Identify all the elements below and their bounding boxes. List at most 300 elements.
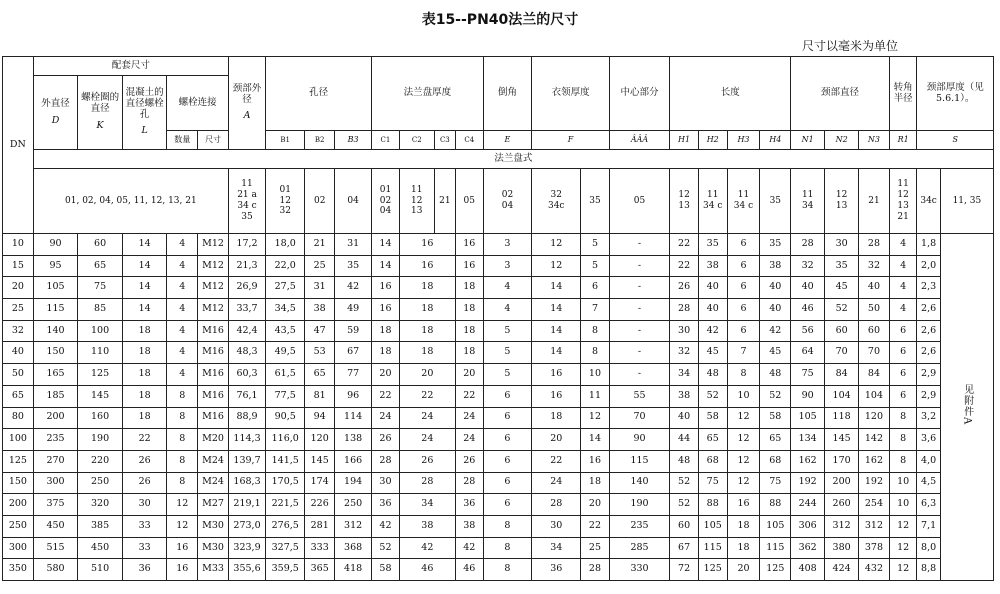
table-cell: 165 xyxy=(33,364,78,386)
header-collar-sym: F xyxy=(532,131,609,150)
table-cell: 18 xyxy=(372,320,400,342)
table-cell: 20 xyxy=(532,429,581,451)
table-cell: 200 xyxy=(3,494,34,516)
table-cell: 46 xyxy=(791,299,825,321)
table-cell: 18 xyxy=(122,364,167,386)
header-fillet: 转角半径 xyxy=(889,57,917,131)
table-cell: 6 xyxy=(727,234,760,256)
header-mating: 配套尺寸 xyxy=(33,57,228,76)
table-cell: 281 xyxy=(305,515,335,537)
table-cell: 312 xyxy=(859,515,890,537)
table-cell: 3 xyxy=(483,234,532,256)
table-cell: 418 xyxy=(335,559,372,581)
page-title: 表15--PN40法兰的尺寸 xyxy=(421,12,579,28)
table-cell: 100 xyxy=(3,429,34,451)
table-cell: 2,9 xyxy=(917,364,940,386)
header-c2: C2 xyxy=(399,131,434,150)
table-cell: 61,5 xyxy=(266,364,305,386)
table-cell: 18 xyxy=(399,342,455,364)
table-cell: 16 xyxy=(727,494,760,516)
table-cell: 52 xyxy=(372,537,400,559)
type-code-line: 13 xyxy=(411,206,423,217)
table-cell: 3 xyxy=(483,255,532,277)
table-cell: M30 xyxy=(198,537,229,559)
type-code-e xyxy=(483,169,532,234)
table-cell: 24 xyxy=(532,472,581,494)
type-code-h3 xyxy=(727,169,760,234)
table-cell: 53 xyxy=(305,342,335,364)
table-cell: 190 xyxy=(609,494,669,516)
table-row xyxy=(3,515,994,537)
table-cell: 4 xyxy=(167,234,198,256)
table-cell: 38 xyxy=(698,255,727,277)
table-cell: 5 xyxy=(483,320,532,342)
table-cell: 70 xyxy=(859,342,890,364)
table-cell: 14 xyxy=(372,255,400,277)
table-cell: 12 xyxy=(889,515,917,537)
table-cell: 6,3 xyxy=(917,494,940,516)
table-cell: 20 xyxy=(399,364,455,386)
table-cell: 190 xyxy=(78,429,123,451)
table-cell: 49,5 xyxy=(266,342,305,364)
table-cell: 22 xyxy=(455,385,483,407)
table-cell: 375 xyxy=(33,494,78,516)
table-cell: M16 xyxy=(198,407,229,429)
type-code-line: 01 xyxy=(279,184,291,195)
table-cell: 11 xyxy=(581,385,610,407)
table-cell: 160 xyxy=(78,407,123,429)
table-cell: - xyxy=(609,234,669,256)
table-cell: 6 xyxy=(483,385,532,407)
table-cell: 12 xyxy=(727,450,760,472)
type-codes-row xyxy=(3,169,994,234)
table-cell: 244 xyxy=(791,494,825,516)
table-cell: 18 xyxy=(727,537,760,559)
table-cell: 6 xyxy=(727,320,760,342)
table-cell: 14 xyxy=(122,299,167,321)
table-cell: 6 xyxy=(581,277,610,299)
table-cell: 4 xyxy=(483,299,532,321)
table-cell: 30 xyxy=(670,320,699,342)
header-size: 尺寸 xyxy=(198,131,229,150)
table-cell: 12 xyxy=(532,255,581,277)
table-cell: 424 xyxy=(825,559,859,581)
table-cell: 35 xyxy=(825,255,859,277)
table-cell: 47 xyxy=(305,320,335,342)
table-cell: 14 xyxy=(532,299,581,321)
table-cell: 14 xyxy=(532,320,581,342)
table-cell: 18 xyxy=(455,299,483,321)
table-cell: 90 xyxy=(33,234,78,256)
header-neck-od xyxy=(228,57,265,150)
unit-note: 尺寸以毫米为单位 xyxy=(801,39,898,53)
type-code-n2 xyxy=(825,169,859,234)
table-cell: 90,5 xyxy=(266,407,305,429)
table-cell: 24 xyxy=(455,407,483,429)
header-concrete-hole-label: 混凝土的直径螺栓孔 xyxy=(125,86,164,120)
table-cell: 6 xyxy=(889,320,917,342)
table-cell: 42 xyxy=(455,537,483,559)
table-cell: 327,5 xyxy=(266,537,305,559)
table-cell: 26 xyxy=(122,450,167,472)
table-cell: 31 xyxy=(335,234,372,256)
type-code-line: 34c xyxy=(547,201,565,211)
type-code-line: 34 xyxy=(801,201,814,211)
table-cell: 362 xyxy=(791,537,825,559)
table-cell: M12 xyxy=(198,234,229,256)
table-cell: 142 xyxy=(859,429,890,451)
table-row xyxy=(3,385,994,407)
table-cell: 7 xyxy=(727,342,760,364)
table-cell: 10 xyxy=(3,234,34,256)
table-cell: 235 xyxy=(33,429,78,451)
type-code-h2 xyxy=(698,169,727,234)
table-cell: 355,6 xyxy=(228,559,265,581)
table-cell: 75 xyxy=(78,277,123,299)
table-cell: 28 xyxy=(372,450,400,472)
table-cell: 6 xyxy=(483,429,532,451)
table-cell: 100 xyxy=(78,320,123,342)
table-cell: 115 xyxy=(698,537,727,559)
table-cell: 65 xyxy=(3,385,34,407)
type-code-r1 xyxy=(889,169,917,234)
table-cell: 125 xyxy=(698,559,727,581)
table-cell: 6 xyxy=(727,277,760,299)
table-cell: 34 xyxy=(399,494,455,516)
table-body xyxy=(3,57,994,581)
table-cell: 515 xyxy=(33,537,78,559)
table-cell: 368 xyxy=(335,537,372,559)
table-cell: 220 xyxy=(78,450,123,472)
table-cell: 162 xyxy=(859,450,890,472)
header-bore: 孔径 xyxy=(266,57,372,131)
table-cell: 32 xyxy=(3,320,34,342)
table-cell: 110 xyxy=(78,342,123,364)
table-cell: 10 xyxy=(889,472,917,494)
table-cell: 70 xyxy=(609,407,669,429)
table-row xyxy=(3,320,994,342)
table-cell: 6 xyxy=(727,255,760,277)
table-cell: 166 xyxy=(335,450,372,472)
table-cell: 38 xyxy=(670,385,699,407)
table-cell: 45 xyxy=(698,342,727,364)
type-code-mating: 01, 02, 04, 05, 11, 12, 13, 21 xyxy=(33,169,228,234)
table-cell: 6 xyxy=(889,364,917,386)
table-cell: 5 xyxy=(483,342,532,364)
type-code-line: 13 xyxy=(835,201,848,211)
table-cell: 134 xyxy=(791,429,825,451)
header-outer-dia-sym: D xyxy=(51,114,60,126)
table-cell: - xyxy=(609,277,669,299)
type-code-b3: 04 xyxy=(335,169,372,234)
table-cell: 192 xyxy=(791,472,825,494)
table-cell: 125 xyxy=(78,364,123,386)
table-cell: 48 xyxy=(698,364,727,386)
table-cell: 226 xyxy=(305,494,335,516)
table-cell: 116,0 xyxy=(266,429,305,451)
table-cell: 8 xyxy=(167,429,198,451)
table-cell: 48 xyxy=(760,364,791,386)
table-cell: - xyxy=(609,320,669,342)
table-cell: 192 xyxy=(859,472,890,494)
table-cell: 85 xyxy=(78,299,123,321)
type-code-line: 12 xyxy=(897,190,909,201)
table-cell: 105 xyxy=(698,515,727,537)
table-cell: M16 xyxy=(198,364,229,386)
table-cell: 118 xyxy=(825,407,859,429)
table-cell: 221,5 xyxy=(266,494,305,516)
table-cell: 200 xyxy=(825,472,859,494)
header-n3: N3 xyxy=(859,131,890,150)
table-cell: 42,4 xyxy=(228,320,265,342)
table-cell: 8 xyxy=(581,320,610,342)
table-cell: 88 xyxy=(698,494,727,516)
type-code-line: 34 c xyxy=(703,201,723,211)
table-cell: 22,0 xyxy=(266,255,305,277)
table-cell: 65 xyxy=(305,364,335,386)
table-cell: 16 xyxy=(399,255,455,277)
table-cell: 88,9 xyxy=(228,407,265,429)
table-cell: 28 xyxy=(791,234,825,256)
table-cell: 81 xyxy=(305,385,335,407)
table-cell: 48 xyxy=(670,450,699,472)
type-code-line: 04 xyxy=(379,206,392,217)
table-cell: 30 xyxy=(825,234,859,256)
type-code-a xyxy=(228,169,265,234)
table-cell: 4 xyxy=(889,234,917,256)
header-b3: B3 xyxy=(335,131,372,150)
header-center-sym: ÂÂÂ xyxy=(609,131,669,150)
table-cell: 16 xyxy=(167,537,198,559)
type-code-c1 xyxy=(372,169,400,234)
table-cell: 235 xyxy=(609,515,669,537)
header-concrete-hole xyxy=(122,76,167,150)
table-cell: 40 xyxy=(3,342,34,364)
table-cell: 6 xyxy=(727,299,760,321)
table-cell: 139,7 xyxy=(228,450,265,472)
table-cell: 25 xyxy=(581,537,610,559)
table-cell: 300 xyxy=(33,472,78,494)
table-cell: 18 xyxy=(372,342,400,364)
type-code-line: 12 xyxy=(835,190,848,201)
header-qty: 数量 xyxy=(167,131,198,150)
type-code-line: 02 xyxy=(501,190,514,201)
table-cell: 162 xyxy=(791,450,825,472)
table-cell: M16 xyxy=(198,342,229,364)
header-c4: C4 xyxy=(455,131,483,150)
table-cell: 125 xyxy=(3,450,34,472)
table-cell: 20 xyxy=(3,277,34,299)
table-cell: 4 xyxy=(167,364,198,386)
table-cell: 18 xyxy=(122,407,167,429)
table-cell: 365 xyxy=(305,559,335,581)
table-cell: 350 xyxy=(3,559,34,581)
table-cell: 359,5 xyxy=(266,559,305,581)
appendix-note-text: 见附件A xyxy=(961,384,973,426)
table-cell: 22 xyxy=(532,450,581,472)
table-cell: 15 xyxy=(3,255,34,277)
table-cell: M12 xyxy=(198,299,229,321)
table-cell: 4,0 xyxy=(917,450,940,472)
table-cell: 40 xyxy=(698,299,727,321)
table-cell: 75 xyxy=(760,472,791,494)
header-bolt-circle-label: 螺栓圈的直径 xyxy=(81,92,120,115)
table-cell: 33 xyxy=(122,515,167,537)
table-cell: 46 xyxy=(455,559,483,581)
table-cell: 28 xyxy=(581,559,610,581)
table-cell: 76,1 xyxy=(228,385,265,407)
table-cell: 6 xyxy=(483,450,532,472)
table-cell: 26 xyxy=(399,450,455,472)
table-cell: 50 xyxy=(3,364,34,386)
table-cell: 95 xyxy=(33,255,78,277)
table-cell: 33,7 xyxy=(228,299,265,321)
table-cell: 70 xyxy=(825,342,859,364)
table-cell: 8 xyxy=(483,559,532,581)
table-cell: 18 xyxy=(455,320,483,342)
table-cell: 2,6 xyxy=(917,320,940,342)
table-cell: 60,3 xyxy=(228,364,265,386)
table-cell: 18,0 xyxy=(266,234,305,256)
header-outer-dia xyxy=(33,76,78,150)
table-cell: 285 xyxy=(609,537,669,559)
table-cell: 68 xyxy=(760,450,791,472)
table-cell: 7 xyxy=(581,299,610,321)
table-cell: 22 xyxy=(399,385,455,407)
table-cell: 67 xyxy=(335,342,372,364)
table-cell: 12 xyxy=(727,407,760,429)
table-cell: 378 xyxy=(859,537,890,559)
table-cell: 34,5 xyxy=(266,299,305,321)
type-code-line: 21 a xyxy=(237,190,257,201)
table-cell: 58 xyxy=(372,559,400,581)
type-code-line: 12 xyxy=(279,195,291,206)
table-cell: 12 xyxy=(581,407,610,429)
table-cell: 60 xyxy=(825,320,859,342)
table-cell: 114 xyxy=(335,407,372,429)
table-cell: 24 xyxy=(399,407,455,429)
table-cell: 312 xyxy=(825,515,859,537)
header-collar: 衣领厚度 xyxy=(532,57,609,131)
table-cell: 36 xyxy=(455,494,483,516)
table-cell: 4 xyxy=(167,277,198,299)
table-row xyxy=(3,472,994,494)
table-cell: 33 xyxy=(122,537,167,559)
table-cell: 8,0 xyxy=(917,537,940,559)
table-cell: 40 xyxy=(791,277,825,299)
table-cell: 105 xyxy=(791,407,825,429)
table-cell: 55 xyxy=(609,385,669,407)
table-cell: 300 xyxy=(3,537,34,559)
table-cell: 45 xyxy=(825,277,859,299)
table-cell: 96 xyxy=(335,385,372,407)
type-code-line: 32 xyxy=(279,206,291,217)
type-code-line: 04 xyxy=(501,201,514,211)
table-cell: 8 xyxy=(889,429,917,451)
table-cell: 8 xyxy=(167,450,198,472)
table-cell: 49 xyxy=(335,299,372,321)
table-cell: - xyxy=(609,299,669,321)
table-cell: 52 xyxy=(698,385,727,407)
table-cell: 5 xyxy=(483,364,532,386)
table-cell: 145 xyxy=(78,385,123,407)
table-cell: 21 xyxy=(305,234,335,256)
type-code-f2: 35 xyxy=(581,169,610,234)
table-cell: 170,5 xyxy=(266,472,305,494)
table-cell: M12 xyxy=(198,277,229,299)
table-cell: 42 xyxy=(698,320,727,342)
type-code-line: 11 xyxy=(707,190,719,201)
table-cell: 32 xyxy=(670,342,699,364)
table-cell: 30 xyxy=(372,472,400,494)
table-cell: 28 xyxy=(670,299,699,321)
type-code-c3: 21 xyxy=(434,169,455,234)
table-cell: 14 xyxy=(372,234,400,256)
table-cell: 65 xyxy=(760,429,791,451)
table-cell: 18 xyxy=(122,320,167,342)
table-cell: 22 xyxy=(372,385,400,407)
table-cell: 2,6 xyxy=(917,342,940,364)
table-cell: M24 xyxy=(198,472,229,494)
table-row xyxy=(3,494,994,516)
table-cell: 450 xyxy=(78,537,123,559)
table-cell: 14 xyxy=(532,342,581,364)
type-code-c2 xyxy=(399,169,434,234)
table-cell: M12 xyxy=(198,255,229,277)
table-cell: 26 xyxy=(455,450,483,472)
type-code-f1 xyxy=(532,169,581,234)
table-cell: 18 xyxy=(122,342,167,364)
type-code-line: 34 c xyxy=(237,201,257,211)
table-cell: 2,6 xyxy=(917,299,940,321)
header-bolt-circle-sym: K xyxy=(96,119,104,131)
table-row xyxy=(3,255,994,277)
header-chamfer-sym: E xyxy=(483,131,532,150)
table-cell: 43,5 xyxy=(266,320,305,342)
header-b2: B2 xyxy=(305,131,335,150)
header-neck-thk: 颈部厚度（见5.6.1）。 xyxy=(917,57,994,131)
table-cell: 450 xyxy=(33,515,78,537)
table-cell: 21,3 xyxy=(228,255,265,277)
table-cell: 18 xyxy=(581,472,610,494)
table-cell: 125 xyxy=(760,559,791,581)
table-cell: 31 xyxy=(305,277,335,299)
table-cell: 90 xyxy=(609,429,669,451)
table-cell: 145 xyxy=(305,450,335,472)
table-cell: 432 xyxy=(859,559,890,581)
table-cell: 6 xyxy=(889,342,917,364)
table-cell: 104 xyxy=(825,385,859,407)
table-cell: 27,5 xyxy=(266,277,305,299)
header-neck-od-label: 颈部外径 xyxy=(232,82,262,105)
header-flange-type: 法兰盘式 xyxy=(33,150,993,169)
table-cell: 40 xyxy=(670,407,699,429)
table-cell: 4 xyxy=(889,299,917,321)
table-cell: 140 xyxy=(609,472,669,494)
table-row xyxy=(3,407,994,429)
table-cell: 16 xyxy=(372,277,400,299)
appendix-note xyxy=(940,234,993,581)
table-cell: 36 xyxy=(532,559,581,581)
table-cell: 8 xyxy=(581,342,610,364)
table-cell: 20 xyxy=(727,559,760,581)
table-cell: 145 xyxy=(825,429,859,451)
type-code-center: 05 xyxy=(609,169,669,234)
table-cell: 8 xyxy=(167,472,198,494)
table-cell: 80 xyxy=(3,407,34,429)
table-cell: 380 xyxy=(825,537,859,559)
type-code-line: 35 xyxy=(241,211,253,222)
